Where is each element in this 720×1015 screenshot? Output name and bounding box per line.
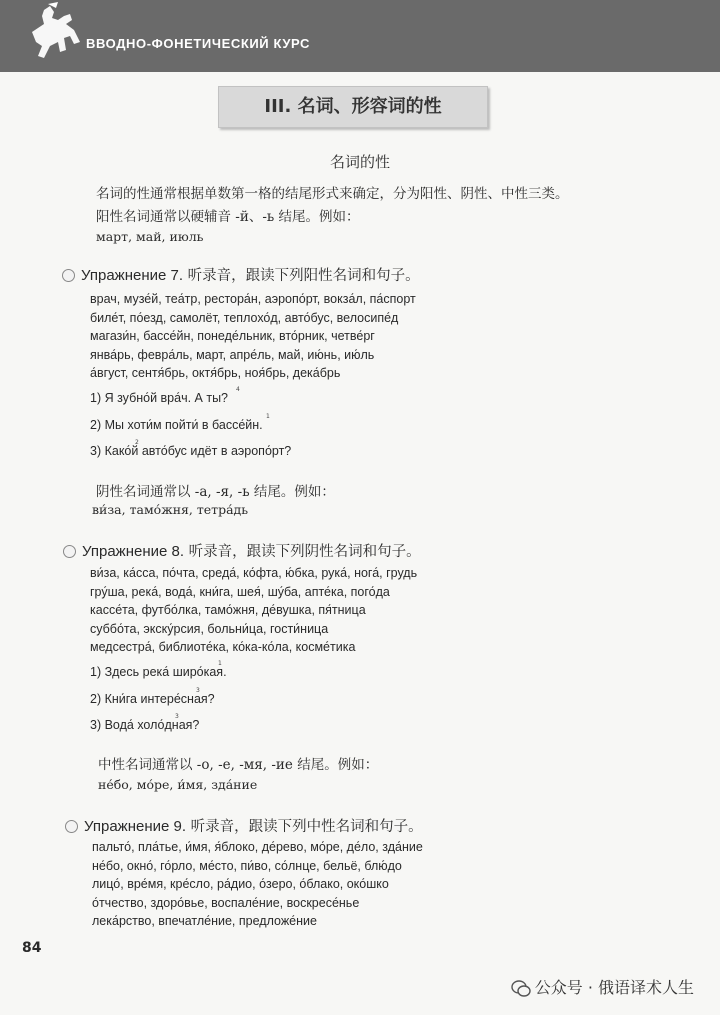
word-line: не́бо, окно́, го́рло, ме́сто, пи́во, со́лнце, бельё, блю́до (92, 858, 402, 873)
exercise-8-word-list (90, 564, 417, 657)
word-line: янва́рь, февра́ль, март, апре́ль, май, ию́нь, ию́ль (90, 347, 375, 362)
word-line: ви́за, ка́сса, по́чта, среда́, ко́фта, ю́бка, рука́, нога́, грудь (90, 566, 418, 580)
wechat-icon (511, 980, 531, 998)
exercise-8-sentence-3: 3) Вода́ холо́дная? (90, 718, 200, 732)
word-line: а́вгуст, сентя́брь, октя́брь, ноя́брь, дека́брь (90, 366, 341, 380)
intonation-mark: 1 (266, 413, 270, 420)
word-line: врач, музе́й, теа́тр, рестора́н, аэропо́рт, вокза́л, па́спорт (90, 292, 416, 306)
exercise-7-title (62, 264, 420, 285)
exercise-8-sentence-2: 2) Кни́га интере́сная? (90, 692, 215, 706)
exercise-7-instruction: 听录音，跟读下列阳性名词和句子。 (187, 268, 420, 284)
masculine-rule: 阳性名词通常以硬辅音 -й、-ь 结尾。例如： (96, 209, 360, 225)
word-line: кассе́та, футбо́лка, тамо́жня, де́вушка, пя́тница (90, 603, 366, 617)
intonation-mark: 2 (135, 439, 139, 446)
exercise-9-word-list (92, 838, 423, 931)
masculine-examples: март, май, июль (96, 229, 204, 244)
word-line: пальто́, пла́тье, и́мя, я́блоко, де́рево, мо́ре, де́ло, зда́ние (92, 840, 423, 854)
audio-disc-icon[interactable] (65, 820, 78, 833)
word-line: магази́н, бассе́йн, понеде́льник, вто́рник, четве́рг (90, 329, 375, 343)
exercise-9-title (65, 815, 423, 836)
word-line: о́тчество, здоро́вье, воспале́ние, воскресе́нье (92, 895, 360, 910)
exercise-9-instruction: 听录音，跟读下列中性名词和句子。 (190, 819, 423, 835)
exercise-7-word-list (90, 290, 416, 383)
section-title: III. 名词、形容词的性 (218, 86, 488, 128)
feminine-examples: ви́за, тамо́жня, тетра́дь (92, 502, 249, 517)
exercise-7-sentence-1: 1) Я зубно́й вра́ч. А ты? (90, 391, 229, 405)
intonation-mark: 4 (236, 386, 240, 393)
exercise-8-instruction: 听录音，跟读下列阴性名词和句子。 (188, 544, 421, 560)
word-line: лека́рство, впечатле́ние, предложе́ние (92, 914, 317, 928)
horseman-logo-icon (14, 2, 94, 72)
neuter-rule: 中性名词通常以 -о, -е, -мя, -ие 结尾。例如： (98, 757, 379, 773)
course-title: ВВОДНО-ФОНЕТИЧЕСКИЙ КУРС (86, 36, 310, 51)
word-line: медсестра́, библиоте́ка, ко́ка-ко́ла, косме́тика (90, 640, 356, 654)
neuter-examples: не́бо, мо́ре, и́мя, зда́ние (98, 777, 258, 792)
word-line: гру́ша, река́, вода́, кни́га, шея́, шу́ба, апте́ка, пого́да (90, 584, 390, 599)
subheading: 名词的性 (329, 153, 390, 171)
exercise-8-title (63, 540, 421, 561)
intonation-mark: 3 (175, 713, 179, 720)
exercise-7-label: Упражнение 7. (81, 267, 184, 284)
audio-disc-icon[interactable] (63, 545, 76, 558)
intonation-mark: 1 (218, 660, 222, 667)
exercise-7-sentence-3: 3) Како́й авто́бус идёт в аэропо́рт? (90, 444, 292, 458)
page-number: 84 (22, 940, 42, 956)
header-bar (0, 0, 720, 72)
word-line: биле́т, по́езд, самолёт, теплохо́д, авто́бус, велосипе́д (90, 310, 399, 325)
exercise-9-label: Упражнение 9. (84, 818, 187, 835)
intro-paragraph-1: 名词的性通常根据单数第一格的结尾形式来确定，分为阳性、阴性、中性三类。 (96, 186, 569, 202)
exercise-7-sentence-2: 2) Мы хоти́м пойти́ в бассе́йн. (90, 418, 263, 432)
intonation-mark: 3 (196, 687, 200, 694)
exercise-8-sentence-1: 1) Здесь река́ широ́кая. (90, 665, 227, 679)
feminine-rule: 阴性名词通常以 -а, -я, -ь 结尾。例如： (96, 484, 335, 500)
watermark (511, 975, 694, 998)
watermark-text: 公众号 · 俄语译术人生 (534, 978, 694, 997)
word-line: суббо́та, экску́рсия, больни́ца, гости́ница (90, 621, 329, 636)
word-line: лицо́, вре́мя, кре́сло, ра́дио, о́зеро, о́блако, око́шко (92, 877, 389, 891)
exercise-8-label: Упражнение 8. (82, 543, 185, 560)
audio-disc-icon[interactable] (62, 269, 75, 282)
